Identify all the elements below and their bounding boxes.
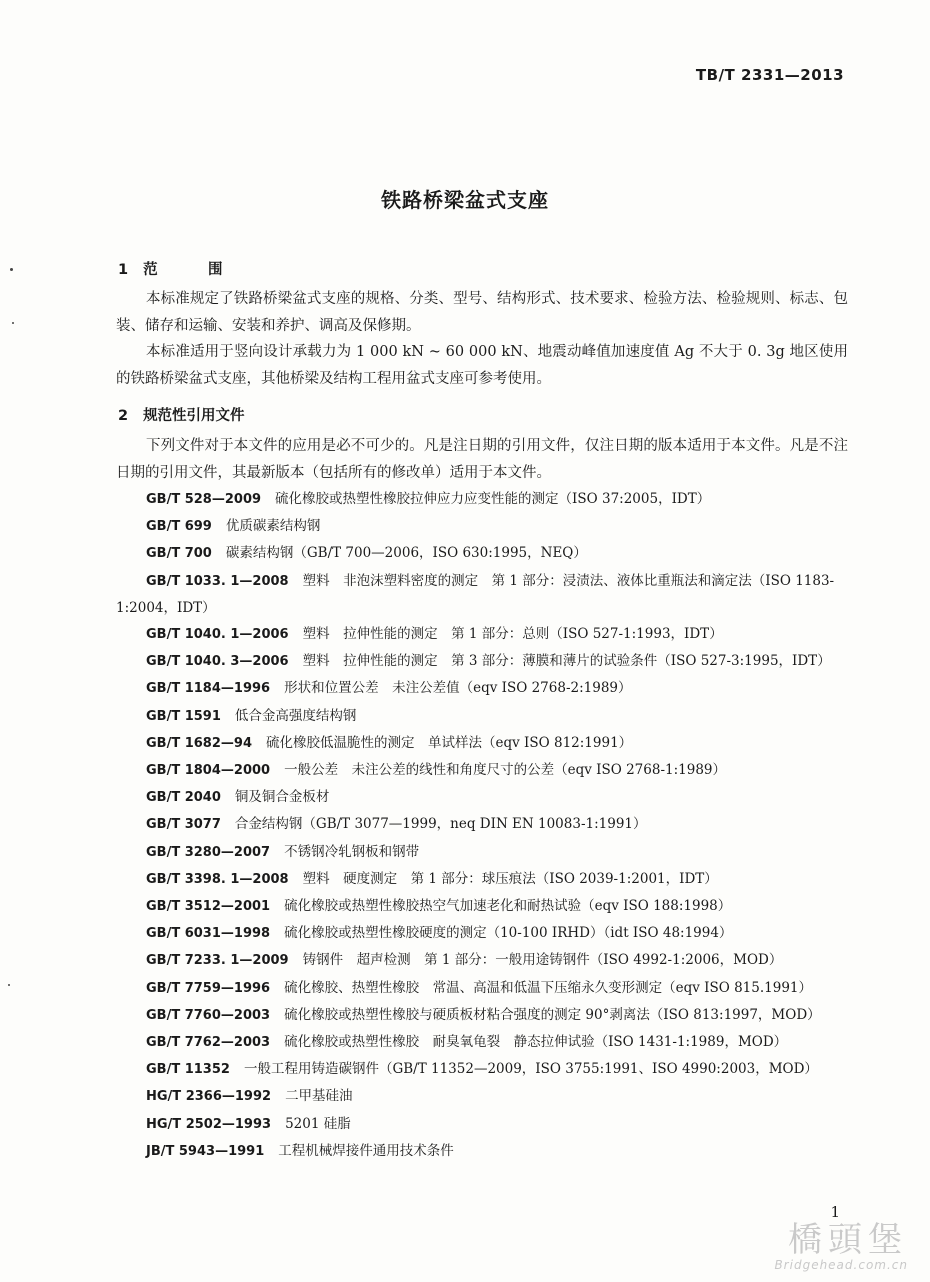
standard-code: TB/T 2331—2013 <box>695 66 844 84</box>
reference-title: 二甲基硅油 <box>285 1088 353 1105</box>
reference-item <box>116 1029 848 1056</box>
reference-code: GB/T 7760—2003 <box>146 1007 271 1023</box>
reference-title: 硫化橡胶低温脆性的测定 单试样法（eqv ISO 812:1991） <box>266 734 633 751</box>
reference-title: 一般公差 未注公差的线性和角度尺寸的公差（eqv ISO 2768-1:1989） <box>284 762 726 779</box>
reference-item <box>116 486 848 513</box>
reference-title: 一般工程用铸造碳钢件（GB/T 11352—2009，ISO 3755:1991、ISO 4990:2003，MOD） <box>243 1061 818 1078</box>
watermark-logo: 橋頭堡 <box>788 1220 908 1260</box>
reference-title: 工程机械焊接件通用技术条件 <box>278 1142 454 1159</box>
reference-title: 塑料 硬度测定 第 1 部分：球压痕法（ISO 2039-1:2001，IDT） <box>302 870 718 887</box>
reference-title: 硫化橡胶、热塑性橡胶 常温、高温和低温下压缩永久变形测定（eqv ISO 815.1991） <box>284 979 812 996</box>
reference-item <box>116 703 848 730</box>
reference-code: GB/T 1033. 1—2008 <box>146 573 289 589</box>
scan-speck <box>12 322 14 324</box>
reference-item <box>116 811 848 838</box>
reference-list <box>116 486 848 1165</box>
reference-title: 合金结构钢（GB/T 3077—1999，neq DIN EN 10083-1:1991） <box>234 816 647 833</box>
reference-item <box>116 893 848 920</box>
scan-speck <box>8 984 10 986</box>
reference-code: GB/T 7762—2003 <box>146 1035 271 1051</box>
watermark-url: Bridgehead.com.cn <box>774 1258 908 1272</box>
reference-item <box>116 1002 848 1029</box>
reference-title: 塑料 非泡沫塑料密度的测定 第 1 部分：浸渍法、液体比重瓶法和滴定法（ISO 1183-1:2004，IDT） <box>116 572 835 616</box>
reference-title: 铜及铜合金板材 <box>234 789 330 806</box>
reference-code: GB/T 699 <box>146 519 212 535</box>
document-title: 铁路桥梁盆式支座 <box>381 188 549 212</box>
reference-code: JB/T 5943—1991 <box>146 1143 265 1159</box>
reference-title: 碳素结构钢（GB/T 700—2006，ISO 630:1995，NEQ） <box>225 545 587 562</box>
reference-code: GB/T 528—2009 <box>146 492 262 507</box>
reference-code: HG/T 2502—1993 <box>146 1116 272 1132</box>
reference-title: 5201 硅脂 <box>285 1115 351 1132</box>
reference-code: GB/T 1040. 1—2006 <box>146 627 289 643</box>
reference-item <box>116 1138 848 1165</box>
reference-title: 铸钢件 超声检测 第 1 部分：一般用途铸钢件（ISO 4992-1:2006，MOD） <box>302 952 783 969</box>
scan-speck <box>10 268 13 271</box>
reference-code: GB/T 11352 <box>146 1062 230 1078</box>
section-2-intro: 下列文件对于本文件的应用是必不可少的。凡是注日期的引用文件，仅注日期的版本适用于本文件。凡是不注日期的引用文件，其最新版本（包括所有的修改单）适用于本文件。 <box>116 438 848 481</box>
reference-code: GB/T 6031—1998 <box>146 926 271 942</box>
reference-title: 硫化橡胶或热塑性橡胶硬度的测定（10-100 IRHD）（idt ISO 48:1994） <box>284 925 733 942</box>
section-2-heading <box>118 404 245 425</box>
reference-code: GB/T 3398. 1—2008 <box>146 871 289 887</box>
reference-item <box>116 947 848 974</box>
section-1-paragraph-2: 本标准适用于竖向设计承载力为 1 000 kN ~ 60 000 kN、地震动峰值加速度值 Ag 不大于 0. 3g 地区使用的铁路桥梁盆式支座，其他桥梁及结构工程用盆式支座可参考使用。 <box>116 344 848 387</box>
reference-code: GB/T 3280—2007 <box>146 844 271 860</box>
reference-title: 不锈钢冷轧钢板和钢带 <box>284 843 420 860</box>
reference-code: GB/T 1804—2000 <box>146 763 271 779</box>
reference-item <box>116 1056 848 1083</box>
reference-code: GB/T 700 <box>146 546 212 562</box>
reference-item <box>116 975 848 1002</box>
reference-title: 优质碳素结构钢 <box>225 518 321 535</box>
reference-item <box>116 866 848 893</box>
reference-title: 硫化橡胶或热塑性橡胶热空气加速老化和耐热试验（eqv ISO 188:1998） <box>284 898 732 915</box>
reference-item <box>116 568 848 621</box>
watermark <box>774 1222 908 1272</box>
reference-code: GB/T 1040. 3—2006 <box>146 654 289 670</box>
reference-item <box>116 540 848 567</box>
reference-item <box>116 621 848 648</box>
reference-item <box>116 1083 848 1110</box>
reference-title: 低合金高强度结构钢 <box>234 707 357 724</box>
section-1-heading <box>118 258 241 279</box>
reference-item <box>116 1111 848 1138</box>
reference-code: GB/T 7759—1996 <box>146 980 271 996</box>
reference-item <box>116 513 848 540</box>
reference-code: GB/T 2040 <box>146 790 221 806</box>
reference-code: GB/T 3512—2001 <box>146 899 271 915</box>
reference-code: GB/T 1682—94 <box>146 735 252 751</box>
section-2-number: 2 <box>118 408 129 424</box>
reference-title: 塑料 拉伸性能的测定 第 3 部分：薄膜和薄片的试验条件（ISO 527-3:1995，IDT） <box>302 653 831 670</box>
reference-code: GB/T 1184—1996 <box>146 681 271 697</box>
section-2-title: 规范性引用文件 <box>143 408 245 424</box>
page-number: 1 <box>830 1203 840 1221</box>
reference-item <box>116 675 848 702</box>
section-1-number: 1 <box>118 262 129 278</box>
reference-title: 硫化橡胶或热塑性橡胶拉伸应力应变性能的测定（ISO 37:2005，IDT） <box>275 491 711 507</box>
reference-item <box>116 784 848 811</box>
reference-code: HG/T 2366—1992 <box>146 1089 272 1105</box>
reference-title: 硫化橡胶或热塑性橡胶与硬质板材粘合强度的测定 90°剥离法（ISO 813:1997，MOD） <box>284 1006 821 1023</box>
reference-item <box>116 648 848 675</box>
reference-title: 塑料 拉伸性能的测定 第 1 部分：总则（ISO 527-1:1993，IDT） <box>302 626 723 643</box>
reference-item <box>116 757 848 784</box>
reference-code: GB/T 3077 <box>146 817 221 833</box>
reference-item <box>116 730 848 757</box>
section-1-paragraph-1: 本标准规定了铁路桥梁盆式支座的规格、分类、型号、结构形式、技术要求、检验方法、检验规则、标志、包装、储存和运输、安装和养护、调高及保修期。 <box>116 291 848 334</box>
reference-title: 硫化橡胶或热塑性橡胶 耐臭氧龟裂 静态拉伸试验（ISO 1431-1:1989，MOD） <box>284 1034 788 1051</box>
reference-code: GB/T 1591 <box>146 708 221 724</box>
reference-item <box>116 839 848 866</box>
reference-title: 形状和位置公差 未注公差值（eqv ISO 2768-2:1989） <box>284 680 632 697</box>
section-1-title: 范 围 <box>143 262 241 278</box>
reference-code: GB/T 7233. 1—2009 <box>146 953 289 969</box>
reference-item <box>116 920 848 947</box>
